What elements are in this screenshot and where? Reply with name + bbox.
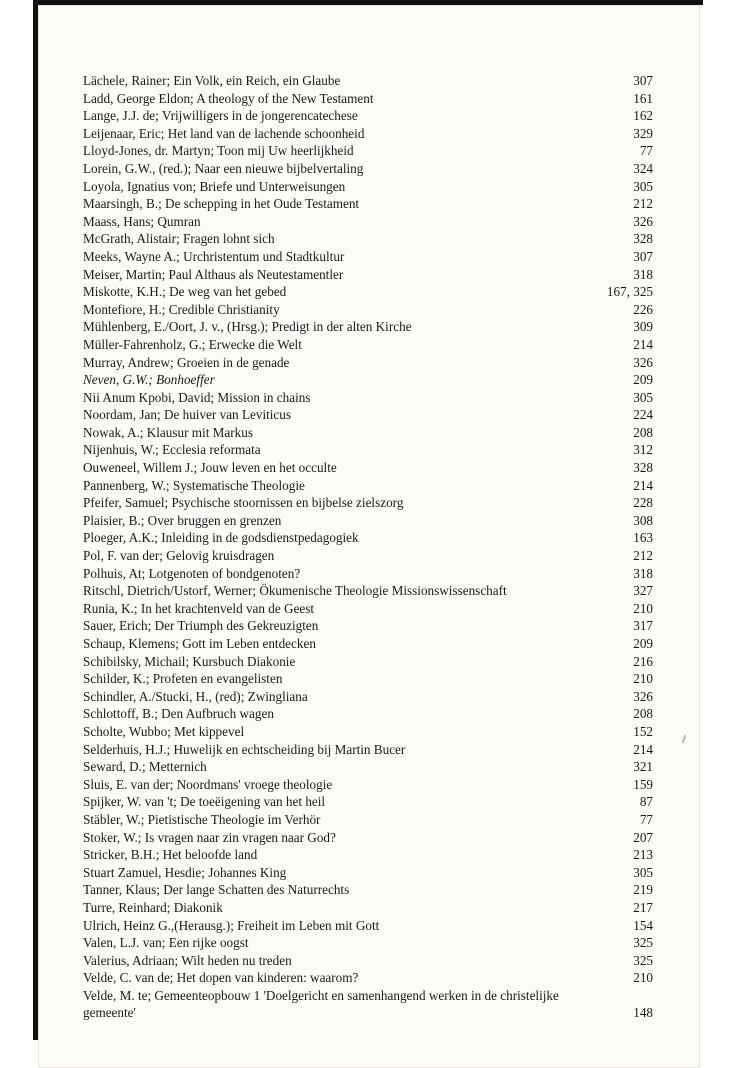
entry-page-number: 87 [639, 794, 653, 810]
index-entry [83, 758, 653, 776]
entry-page-number: 328 [633, 460, 653, 476]
entry-page-number: 214 [633, 336, 653, 352]
index-entry [83, 617, 653, 635]
index-entry [83, 90, 653, 108]
entry-title: Schindler, A./Stucki, H., (red); Zwingliana [83, 688, 308, 704]
entry-title: Valerius, Adriaan; Wilt heden nu treden [83, 952, 292, 968]
entry-page-number: 328 [633, 231, 653, 247]
entry-page-number: 77 [639, 811, 653, 827]
entry-title: Ploeger, A.K.; Inleiding in de godsdienstpedagogiek [83, 530, 359, 546]
entry-title: Turre, Reinhard; Diakonik [83, 899, 223, 915]
entry-page-number: 324 [633, 160, 653, 176]
index-entry [83, 705, 653, 723]
entry-title: Mühlenberg, E./Oort, J. v., (Hrsg.); Predigt in der alten Kirche [83, 319, 412, 335]
index-entry [83, 283, 653, 301]
index-entry [83, 811, 653, 829]
entry-page-number: 154 [633, 917, 653, 933]
index-entry [83, 354, 653, 372]
entry-title: Velde, M. te; Gemeenteopbouw 1 'Doelgericht en samenhangend werken in de christelijke gemeente' [83, 987, 559, 1021]
index-entry [83, 406, 653, 424]
index-entry [83, 776, 653, 794]
entry-title: Scholte, Wubbo; Met kippevel [83, 723, 245, 739]
index-entry [83, 512, 653, 530]
entry-title: Stricker, B.H.; Het beloofde land [83, 847, 258, 863]
entry-page-number: 308 [633, 512, 653, 528]
entry-page-number: 209 [633, 372, 653, 388]
entry-page-number: 210 [633, 600, 653, 616]
entry-page-number: 305 [633, 864, 653, 880]
index-entry [83, 881, 653, 899]
entry-page-number: 305 [633, 178, 653, 194]
entry-page-number: 148 [633, 1005, 653, 1021]
entry-page-number: 325 [633, 952, 653, 968]
entry-page-number: 326 [633, 213, 653, 229]
entry-title: Lloyd-Jones, dr. Martyn; Toon mij Uw heerlijkheid [83, 143, 354, 159]
entry-page-number: 212 [633, 196, 653, 212]
index-entry [83, 301, 653, 319]
index-entry [83, 864, 653, 882]
index-entry [83, 934, 653, 952]
index-entry [83, 441, 653, 459]
index-entry [83, 829, 653, 847]
entry-page-number: 167, 325 [606, 284, 653, 300]
entry-page-number: 318 [633, 565, 653, 581]
index-entry [83, 846, 653, 864]
index-entry [83, 565, 653, 583]
index-entry [83, 600, 653, 618]
book-index-list [83, 72, 653, 1022]
entry-page-number: 329 [633, 125, 653, 141]
entry-title: Stuart Zamuel, Hesdie; Johannes King [83, 864, 287, 880]
entry-page-number: 226 [633, 301, 653, 317]
entry-page-number: 210 [633, 970, 653, 986]
entry-page-number: 317 [633, 618, 653, 634]
entry-page-number: 214 [633, 741, 653, 757]
index-entry [83, 266, 653, 284]
entry-title: Neven, G.W.; Bonhoeffer [83, 372, 215, 388]
entry-page-number: 217 [633, 899, 653, 915]
index-entry [83, 213, 653, 231]
index-entry [83, 899, 653, 917]
entry-page-number: 307 [633, 248, 653, 264]
entry-page-number: 163 [633, 530, 653, 546]
entry-title: Meiser, Martin; Paul Althaus als Neutestamentler [83, 266, 344, 282]
index-entry [83, 195, 653, 213]
entry-page-number: 162 [633, 108, 653, 124]
index-entry [83, 529, 653, 547]
entry-page-number: 214 [633, 477, 653, 493]
entry-title: Ouweneel, Willem J.; Jouw leven en het occulte [83, 460, 337, 476]
entry-page-number: 77 [639, 143, 653, 159]
index-entry [83, 688, 653, 706]
entry-title: Montefiore, H.; Credible Christianity [83, 301, 280, 317]
entry-page-number: 318 [633, 266, 653, 282]
entry-title: Lorein, G.W., (red.); Naar een nieuwe bijbelvertaling [83, 160, 364, 176]
entry-title: Spijker, W. van 't; De toeëigening van het heil [83, 794, 326, 810]
entry-title: Müller-Fahrenholz, G.; Erwecke die Welt [83, 336, 302, 352]
entry-page-number: 209 [633, 636, 653, 651]
entry-page-number: 208 [633, 706, 653, 722]
index-entry [83, 653, 653, 671]
entry-title: Ritschl, Dietrich/Ustorf, Werner; Ökumenische Theologie Missionswissenschaft [83, 583, 507, 599]
entry-title: Leijenaar, Eric; Het land van de lachende schoonheid [83, 125, 365, 141]
index-entry [83, 547, 653, 565]
index-entry [83, 230, 653, 248]
entry-title: Lächele, Rainer; Ein Volk, ein Reich, ein Glaube [83, 73, 341, 88]
entry-title: Sluis, E. van der; Noordmans' vroege theologie [83, 776, 333, 792]
entry-title: Meeks, Wayne A.; Urchristentum und Stadtkultur [83, 248, 345, 264]
entry-page-number: 327 [633, 583, 653, 599]
entry-page-number: 159 [633, 776, 653, 792]
entry-title: Maass, Hans; Qumran [83, 213, 201, 229]
index-entry [83, 107, 653, 125]
entry-page-number: 305 [633, 389, 653, 405]
entry-page-number: 219 [633, 882, 653, 898]
entry-title: Murray, Andrew; Groeien in de genade [83, 354, 290, 370]
entry-title: Stoker, W.; Is vragen naar zin vragen naar God? [83, 829, 336, 845]
entry-page-number: 210 [633, 671, 653, 687]
entry-page-number: 216 [633, 653, 653, 669]
index-entry [83, 670, 653, 688]
entry-page-number: 212 [633, 548, 653, 564]
entry-page-number: 208 [633, 424, 653, 440]
index-entry [83, 142, 653, 160]
entry-page-number: 309 [633, 319, 653, 335]
entry-page-number: 321 [633, 759, 653, 775]
entry-page-number: 228 [633, 495, 653, 511]
index-entry [83, 477, 653, 495]
index-entry [83, 371, 653, 389]
entry-page-number: 307 [633, 73, 653, 88]
entry-title: Lange, J.J. de; Vrijwilligers in de jongerencatechese [83, 108, 358, 124]
entry-title: Schilder, K.; Profeten en evangelisten [83, 671, 283, 687]
index-entry [83, 723, 653, 741]
entry-title: Seward, D.; Metternich [83, 759, 207, 775]
entry-page-number: 213 [633, 847, 653, 863]
entry-page-number: 152 [633, 723, 653, 739]
entry-title: Pol, F. van der; Gelovig kruisdragen [83, 548, 275, 564]
entry-page-number: 326 [633, 354, 653, 370]
entry-title: Loyola, Ignatius von; Briefe und Unterweisungen [83, 178, 346, 194]
entry-title: Valen, L.J. van; Een rijke oogst [83, 935, 249, 951]
entry-title: Sauer, Erich; Der Triumph des Gekreuzigten [83, 618, 319, 634]
entry-title: Pfeifer, Samuel; Psychische stoornissen en bijbelse zielszorg [83, 495, 404, 511]
entry-page-number: 312 [633, 442, 653, 458]
index-entry [83, 969, 653, 987]
index-entry [83, 318, 653, 336]
entry-page-number: 207 [633, 829, 653, 845]
index-entry [83, 793, 653, 811]
entry-title: Tanner, Klaus; Der lange Schatten des Naturrechts [83, 882, 350, 898]
entry-title: Plaisier, B.; Over bruggen en grenzen [83, 512, 282, 528]
index-entry [83, 248, 653, 266]
entry-page-number: 224 [633, 407, 653, 423]
entry-title: Maarsingh, B.; De schepping in het Oude Testament [83, 196, 360, 212]
entry-title: Schlottoff, B.; Den Aufbruch wagen [83, 706, 274, 722]
index-entry [83, 125, 653, 143]
entry-page-number: 325 [633, 935, 653, 951]
index-entry [83, 582, 653, 600]
index-entry [83, 72, 653, 90]
entry-title: Noordam, Jan; De huiver van Leviticus [83, 407, 292, 423]
index-entry [83, 741, 653, 759]
index-entry [83, 459, 653, 477]
entry-title: Pannenberg, W.; Systematische Theologie [83, 477, 305, 493]
index-entry [83, 160, 653, 178]
entry-title: Runia, K.; In het krachtenveld van de Geest [83, 600, 315, 616]
index-entry [83, 917, 653, 935]
entry-title: Polhuis, At; Lotgenoten of bondgenoten? [83, 565, 301, 581]
entry-title: Nowak, A.; Klausur mit Markus [83, 424, 253, 440]
entry-title: Ulrich, Heinz G.,(Herausg.); Freiheit im Leben mit Gott [83, 917, 380, 933]
entry-title: Nijenhuis, W.; Ecclesia reformata [83, 442, 261, 458]
entry-title: Schaup, Klemens; Gott im Leben entdecken [83, 636, 316, 651]
index-entry [83, 952, 653, 970]
entry-title: Stäbler, W.; Pietistische Theologie im Verhör [83, 811, 321, 827]
index-entry [83, 987, 653, 1022]
entry-title: Miskotte, K.H.; De weg van het gebed [83, 284, 287, 300]
entry-title: Selderhuis, H.J.; Huwelijk en echtscheiding bij Martin Bucer [83, 741, 406, 757]
entry-title: Velde, C. van de; Het dopen van kinderen: waarom? [83, 970, 359, 986]
entry-title: Schibilsky, Michail; Kursbuch Diakonie [83, 653, 296, 669]
entry-title: McGrath, Alistair; Fragen lohnt sich [83, 231, 275, 247]
index-entry [83, 178, 653, 196]
index-entry [83, 635, 653, 653]
index-entry [83, 336, 653, 354]
index-entry [83, 389, 653, 407]
index-entry [83, 424, 653, 442]
entry-title: Nii Anum Kpobi, David; Mission in chains [83, 389, 311, 405]
entry-page-number: 326 [633, 688, 653, 704]
entry-title: Ladd, George Eldon; A theology of the New Testament [83, 90, 374, 106]
entry-page-number: 161 [633, 90, 653, 106]
index-entry [83, 494, 653, 512]
